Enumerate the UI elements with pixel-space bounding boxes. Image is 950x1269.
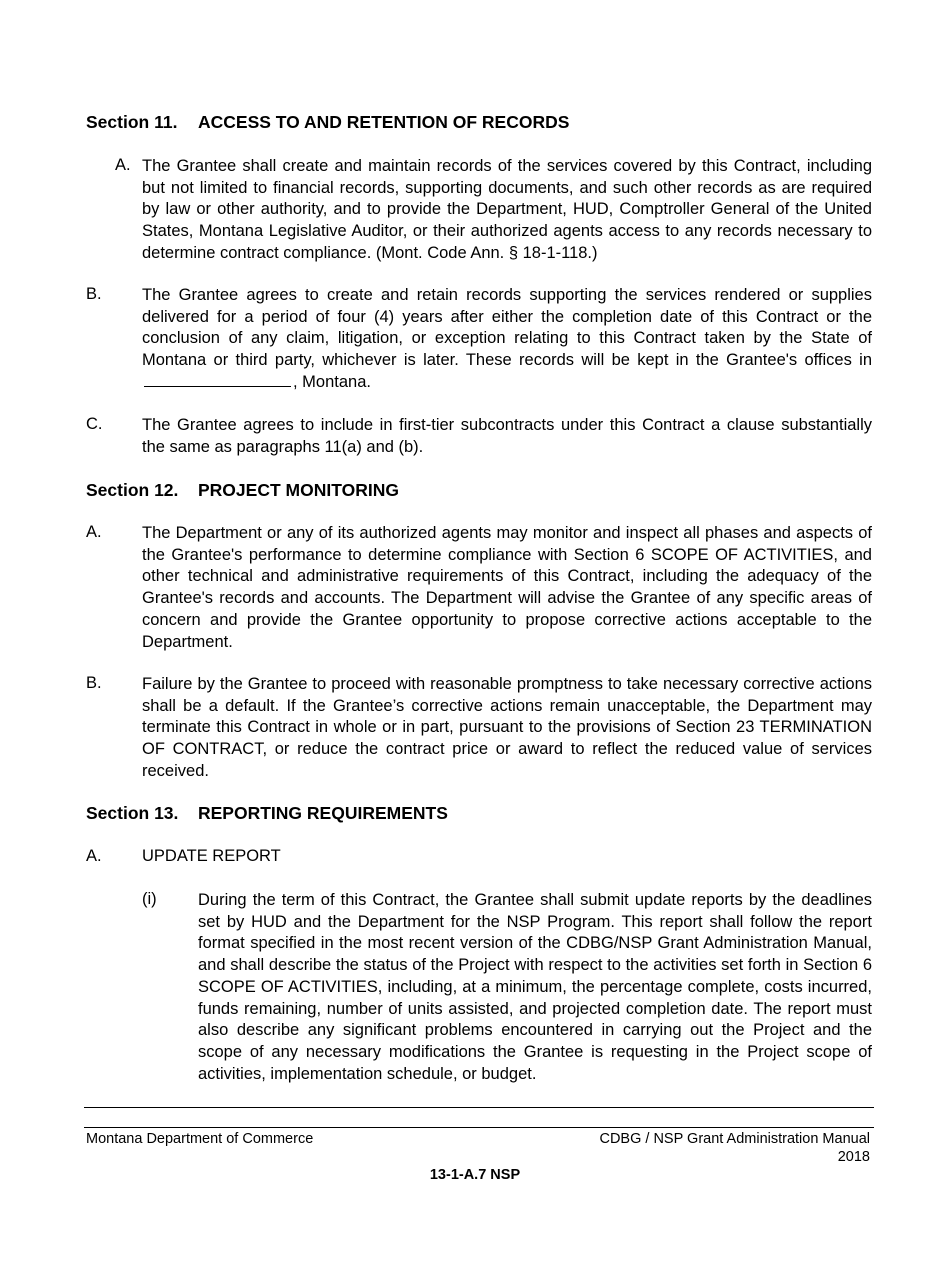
paragraph-label: (i) <box>142 890 157 908</box>
paragraph-label: A. <box>86 847 102 865</box>
footer-divider-top <box>84 1107 874 1108</box>
footer-right: CDBG / NSP Grant Administration Manual <box>599 1131 870 1147</box>
section-title: REPORTING REQUIREMENTS <box>198 803 448 823</box>
paragraph-11c: The Grantee agrees to include in first-tier subcontracts under this Contract a clause substantially the same as paragraphs 11(a) and (b). <box>142 416 872 456</box>
footer-year: 2018 <box>837 1149 870 1165</box>
section-13-heading <box>86 803 448 824</box>
footer-divider-bottom <box>84 1127 874 1128</box>
paragraph-label: B. <box>86 674 102 692</box>
footer-page-id: 13-1-A.7 NSP <box>429 1167 521 1183</box>
paragraph-11b <box>142 285 872 394</box>
section-number: Section 11. <box>86 112 178 132</box>
paragraph-11a: The Grantee shall create and maintain records of the services covered by this Contract, including but not limited to financial records, supporting documents, and such other records as are required by law or other authority, and to provide the Department, HUD, Comptroller General of the United States, Montana Legislative Auditor, or their authorized agents access to any records necessary to determine contract compliance. (Mont. Code Ann. § 18-1-118.) <box>142 157 872 262</box>
footer-left: Montana Department of Commerce <box>86 1131 314 1147</box>
section-title: PROJECT MONITORING <box>198 480 399 500</box>
section-title: ACCESS TO AND RETENTION OF RECORDS <box>198 112 570 132</box>
paragraph-label: A. <box>115 156 131 174</box>
subsection-title: UPDATE REPORT <box>142 847 281 865</box>
paragraph-13a-i: During the term of this Contract, the Grantee shall submit update reports by the deadlines set by HUD and the Department for the NSP Program. This report shall follow the report format specified in the most recent version of the CDBG/NSP Grant Administration Manual, and shall describe the status of the Project with respect to the activities set forth in Section 6 SCOPE OF ACTIVITIES, including, at a minimum, the percentage complete, costs incurred, funds remaining, number of units assisted, and projected completion date. The report must also describe any significant problems encountered in carrying out the Project and the scope of any necessary modifications the Grantee is requesting in the Project scope of activities, implementation schedule, or budget. <box>198 891 872 1083</box>
paragraph-label: B. <box>86 285 102 303</box>
section-number: Section 12. <box>86 480 179 500</box>
paragraph-label: C. <box>86 415 103 433</box>
paragraph-12a: The Department or any of its authorized agents may monitor and inspect all phases and aspects of the Grantee's performance to determine compliance with Section 6 SCOPE OF ACTIVITIES, and other technical and administrative requirements of this Contract, including the adequacy of the Grantee's records and accounts. The Department will advise the Grantee of any specific areas of concern and provide the Grantee opportunity to propose corrective actions acceptable to the Department. <box>142 524 872 651</box>
office-location-blank <box>144 372 291 387</box>
paragraph-label: A. <box>86 523 102 541</box>
paragraph-12b: Failure by the Grantee to proceed with reasonable promptness to take necessary corrective actions shall be a default. If the Grantee’s corrective actions remain unacceptable, the Department may terminate this Contract in whole or in part, pursuant to the provisions of Section 23 TERMINATION OF CONTRACT, or reduce the contract price or award to reflect the reduced value of services received. <box>142 675 872 780</box>
section-11-heading <box>86 112 569 133</box>
section-number: Section 13. <box>86 803 179 823</box>
paragraph-text: The Grantee agrees to create and retain records supporting the services rendered or supplies delivered for a period of four (4) years after either the completion date of this Contract or the conclusion of any claim, litigation, or exception relating to this Contract taken by the State of Montana or third party, whichever is later. These records will be kept in the Grantee's offices in <box>142 286 872 370</box>
section-12-heading <box>86 480 399 501</box>
paragraph-text-end: , Montana. <box>293 372 371 391</box>
